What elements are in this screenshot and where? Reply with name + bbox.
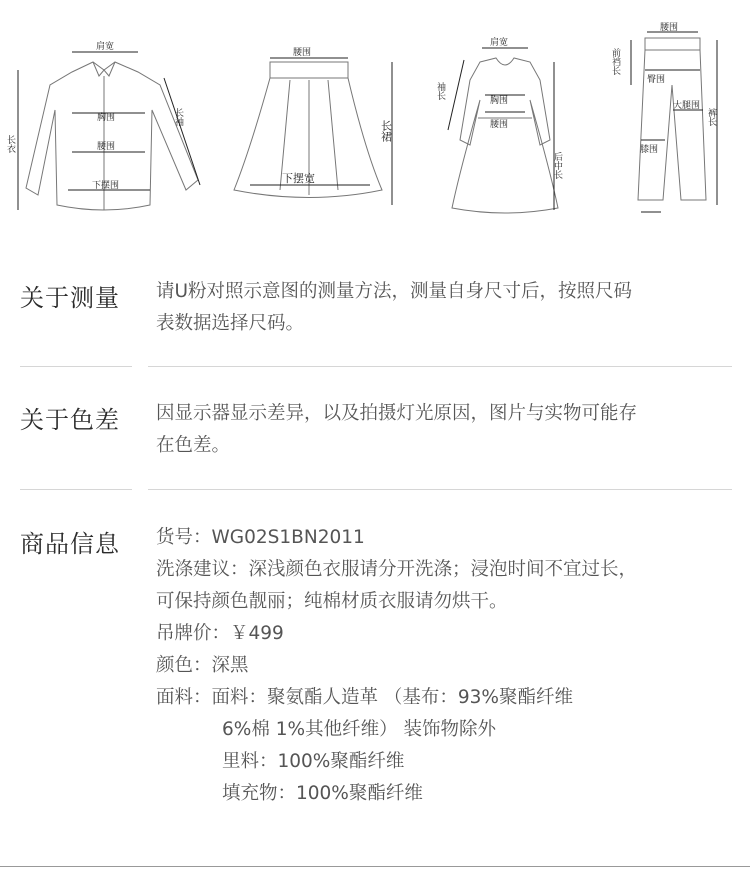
product-title: 商品信息	[20, 530, 120, 558]
product-price: 吊牌价：￥499	[156, 623, 284, 644]
divider	[20, 366, 132, 367]
product-lining: 里料：100%聚酯纤维	[222, 751, 405, 772]
pants-front-rise-label: 前裆长	[610, 48, 620, 75]
color-line: 因显示器显示差异，以及拍摄灯光原因，图片与实物可能存	[156, 403, 638, 424]
pants-thigh-label: 大腿围	[673, 101, 701, 111]
divider	[148, 366, 732, 367]
dress-chest-label: 胸围	[490, 96, 509, 106]
divider	[148, 489, 732, 490]
product-fabric: 面料：面料：聚氨酯人造革 （基布：93%聚酯纤维	[156, 687, 574, 708]
pants-length-label: 裤长	[706, 108, 716, 126]
skirt-length-label: 长裙	[379, 120, 393, 142]
color-title: 关于色差	[20, 406, 120, 434]
measure-text	[156, 276, 736, 340]
shirt-diagram	[0, 0, 210, 225]
measure-line: 请U粉对照示意图的测量方法，测量自身尺寸后，按照尺码	[156, 281, 633, 302]
product-colour: 颜色：深黑	[156, 655, 249, 676]
dress-shoulder-label: 肩宽	[490, 38, 509, 48]
product-fabric: 6%棉 1%其他纤维） 装饰物除外	[222, 719, 496, 740]
color-line: 在色差。	[156, 435, 231, 456]
color-text	[156, 398, 736, 462]
dress-waist-label: 腰围	[490, 120, 509, 130]
skirt-hem-label: 下摆宽	[282, 172, 315, 185]
pants-diagram	[605, 0, 735, 225]
product-wash: 洗涤建议：深浅颜色衣服请分开洗涤；浸泡时间不宜过长，	[156, 559, 638, 580]
pants-waist-label: 腰围	[660, 23, 679, 33]
bottom-rule	[0, 866, 750, 867]
skirt-diagram	[220, 0, 410, 225]
shirt-waist-label: 腰围	[97, 142, 116, 152]
shirt-hem-label: 下摆围	[92, 181, 120, 191]
skirt-waist-label: 腰围	[293, 48, 312, 58]
product-filling: 填充物：100%聚酯纤维	[222, 783, 423, 804]
shirt-shoulder-label: 肩宽	[96, 42, 115, 52]
product-wash: 可保持颜色靓丽；纯棉材质衣服请勿烘干。	[156, 591, 508, 612]
dress-back-length-label: 后中长	[552, 152, 562, 179]
dress-sleeve-label: 袖长	[435, 82, 445, 100]
pants-hip-label: 臀围	[647, 75, 666, 85]
product-sku: 货号：WG02S1BN2011	[156, 527, 365, 548]
dress-diagram	[430, 0, 580, 225]
shirt-length-label: 长衣	[5, 135, 15, 153]
shirt-chest-label: 胸围	[97, 113, 116, 123]
measure-title: 关于测量	[20, 284, 120, 312]
product-text	[156, 522, 736, 810]
size-diagrams	[0, 0, 750, 225]
measure-line: 表数据选择尺码。	[156, 313, 305, 334]
divider	[20, 489, 132, 490]
shirt-sleeve-label: 长袖	[173, 108, 183, 126]
pants-knee-label: 膝围	[640, 145, 659, 155]
